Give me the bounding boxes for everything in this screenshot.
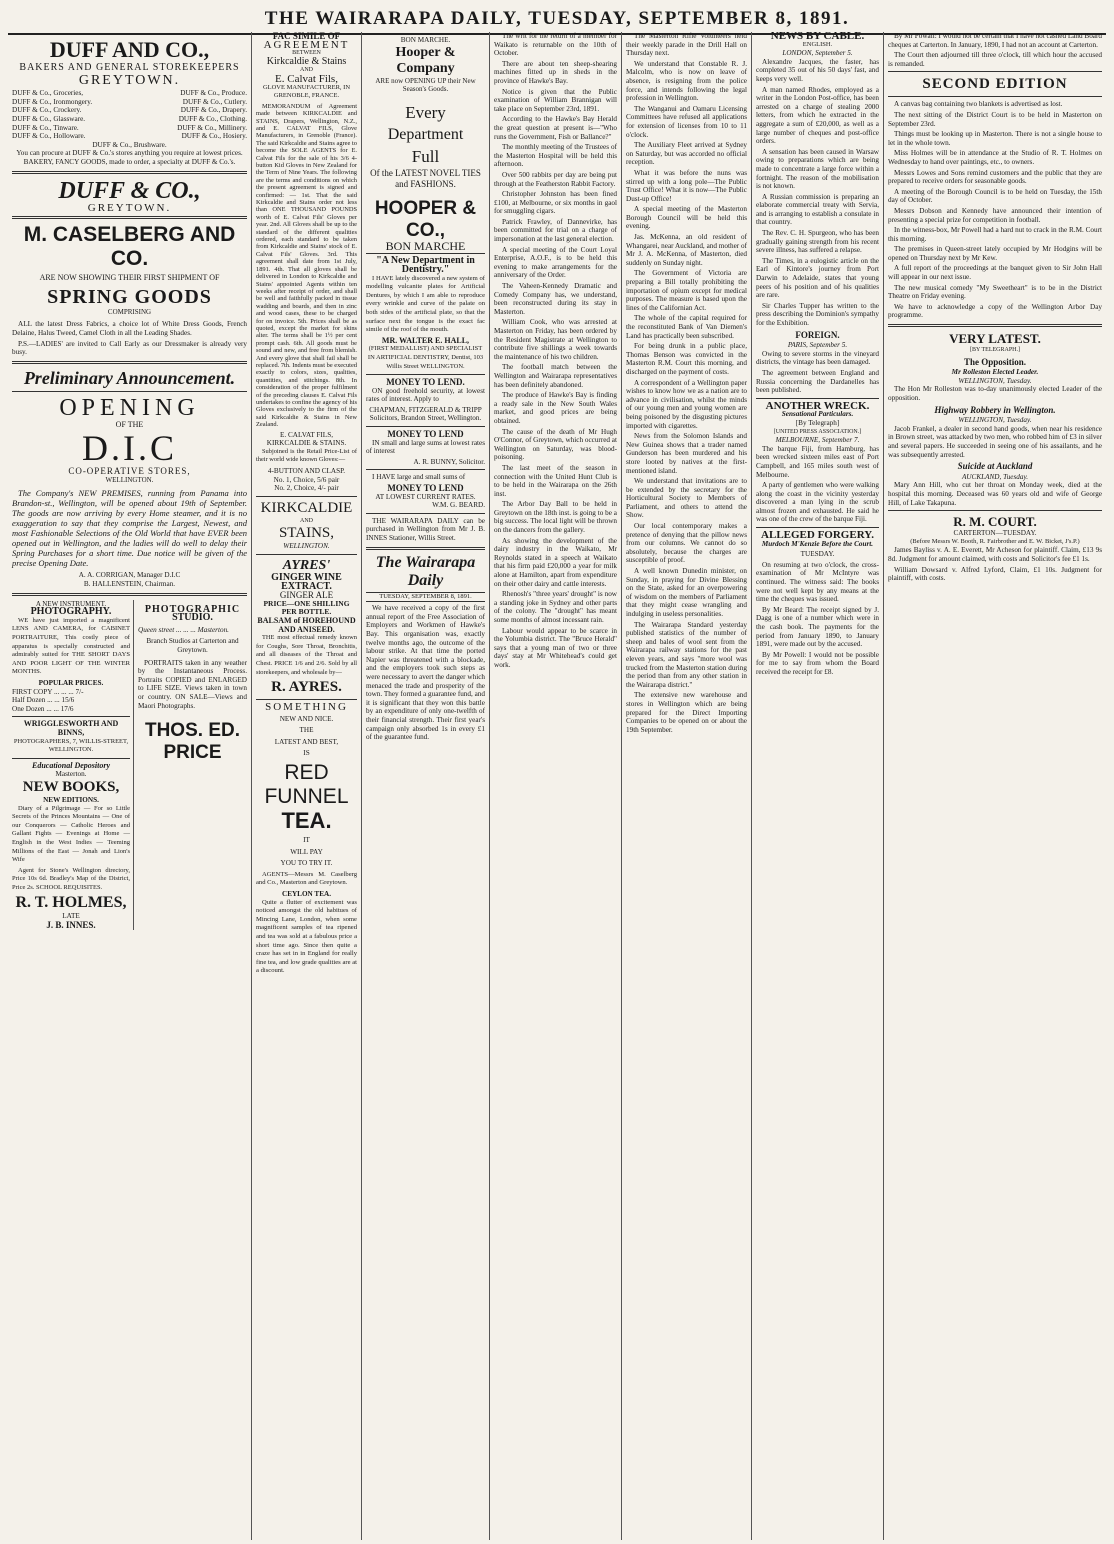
ceylon-body: Quite a flutter of excitement was noticed amongst the old habitues of Mincing Lane, London, when some magnificent samples of tea ripened and tea was sold at a fabulous price a short time ago. Since then quite a craze has set in in England for really fine tea, and low grade qualities are at a discount. [256, 898, 357, 975]
murdoch: Murdoch M'Kenzie Before the Court. [761, 539, 874, 548]
news-paragraph: For being drunk in a public place, Thomas Benson was convicted in the Masterton R.M. Court this morning, and discharged on the payment of costs. [626, 342, 747, 376]
every: Every [405, 102, 446, 122]
local-paragraph: We have to acknowledge a copy of the Wellington Arbor Day programme. [888, 302, 1102, 320]
r-ayres: R. AYRES. [271, 679, 342, 696]
very-latest: VERY LATEST. [949, 331, 1041, 347]
studio: STUDIO. [172, 612, 213, 624]
photo-first-copy: FIRST COPY ... ... ... 7/- [12, 687, 84, 696]
paris-dateline: PARIS, September 5. [787, 341, 848, 350]
press-assoc: [UNITED PRESS ASSOCIATION.] [773, 428, 862, 435]
of-latest: Of the LATEST NOVEL TIES and FASHIONS. [370, 167, 481, 189]
you-to-try: YOU TO TRY IT. [280, 859, 333, 868]
news-paragraph: As showing the development of the dairy industry in the Waikato, Mr Reynolds stated in a speech at Waikato that his firm paid £20,000 a year for milk alone at Hamilton, apart from expenditure on their other dairy and cattle interests. [494, 536, 617, 588]
cable-paragraph: A man named Rhodes, employed as a writer in the London Post-office, has been arrested on a charge of stealing 2000 letters, from which he extracted in the aggregate a sum of £20,000, as well as a large number of cheques and post-office orders. [756, 85, 879, 146]
calvat: E. Calvat Fils, [275, 72, 338, 85]
news-paragraph: The football match between the Wellington and Wairarapa representatives has been definitely abandoned. [494, 363, 617, 389]
news-paragraph: The whole of the capital required for the reconstituted Bank of Van Diemen's Land has practically been subscribed. [626, 314, 747, 340]
news-paragraph: The writ for the return of a member for Waikato is returnable on the 10th of October. [494, 32, 617, 58]
forgery-paragraph: By Mr Powell: I would not be possible for me to say from whom the Board received the receipt for £8. [756, 650, 879, 676]
news-paragraph: News from the Solomon Islands and New Guinea shows that a trader named Gunderson has been murdered and his store looted by natives at the first-mentioned island. [626, 432, 747, 475]
highway-heading: Highway Robbery in Wellington. [934, 404, 1056, 415]
dic-signature-1: A. A. CORRIGAN, Manager D.I.C [78, 571, 181, 580]
column-3 [362, 32, 490, 1540]
auckland-dateline: AUCKLAND, Tuesday. [961, 472, 1029, 481]
cable-paragraph: A Russian commission is preparing an elaborate commercial treaty with Servia, and is arranging to establish a consulate in that country. [756, 192, 879, 227]
ceylon-tea: CEYLON TEA. [282, 890, 331, 899]
agreement-sig-1: E. CALVAT FILS, [280, 430, 333, 439]
spring-goods: SPRING GOODS [47, 285, 212, 308]
duff-row: DUFF & Co., Tinware. DUFF & Co., Millinery. [12, 123, 247, 132]
stains: STAINS, [278, 525, 335, 542]
latest-paragraph: Mary Ann Hill, who cut her throat on Monday week, died at the hospital this morning. Deceased was 60 years old and wife of George Hill, of Lake Takapuna. [888, 481, 1102, 507]
by-telegraph: [By Telegraph] [795, 418, 840, 427]
masthead: THE WAIRARAPA DAILY, TUESDAY, SEPTEMBER 8, 1891. [8, 6, 1106, 35]
books-note: Agent for Stone's Wellington directory, Price 10s 6d. Bradley's Map of the District, Price 2s. SCHOOL REQUISITES. [12, 866, 130, 891]
news-paragraph: The cause of the death of Mr Hugh O'Connor, of Greytown, which occurred at Wellington on Saturday, was blood-poisoning. [494, 427, 617, 462]
suicide-heading: Suicide at Auckland [957, 461, 1033, 472]
trial-paragraph: By Mr Powall: I would not be certain that I have not cashed Land Board cheques at Carterton. In January, 1890, I had not an account at Carterton. [888, 32, 1102, 49]
by-telegraph-2: [BY TELEGRAPH.] [970, 347, 1020, 354]
new-dept-dentistry: "A New Department in Dentistry." [376, 255, 475, 275]
forgery-paragraph: By Mr Beard: The receipt signed by J. Dagg is one of a number which were in the cash book. The payments for the period from January 1890, to January 1891, were made out by the accused. [756, 605, 879, 649]
large-sums: I HAVE large and small sums of [372, 473, 466, 482]
news-paragraph: The extensive new warehouse and stores in Wellington which are being prepared for the Direct Importing Companies to be opened on or about the 19th September. [626, 691, 747, 734]
caselberg-subtitle: ARE NOW SHOWING THEIR FIRST SHIPMENT OF [39, 273, 220, 283]
balsam-body: THE most effectual remedy known for Coughs, Sore Throat, Bronchitis, and all diseases of the Throat and Chest. PRICE 1/6 and 2/6. Sold by all storekeepers, and wholesale by— [256, 634, 357, 676]
latest-paragraph: Jacob Frankel, a dealer in second hand goods, when near his residence in Brown street, was attacked by two men, who robbed him of £3 in silver and several papers. He succeeded in seeing one of his assailants, and he was subsequently arrested. [888, 424, 1102, 459]
agreement: AGREEMENT [263, 38, 350, 51]
news-paragraph: A special meeting of the Court Loyal Enterprise, A.O.F., is to be held this evening to make arrangements for the anniversary of the Order. [494, 245, 617, 280]
between: BETWEEN [292, 50, 321, 57]
wd-note: THE WAIRARAPA DAILY can be purchased in Wellington from Mr J. B. INNES Stationer, Willis Street. [366, 516, 485, 542]
wreck-paragraph: The barque Fiji, from Hamburg, has been wrecked sixteen miles east of Port Campbell, and 165 miles south west of Melbourne. [756, 444, 879, 479]
photo-one: One Dozen ... ... 17/6 [12, 704, 74, 713]
bunny: A. R. BUNNY, Solicitor. [413, 457, 485, 466]
photo-title: PHOTOGRAPHY. [30, 606, 112, 618]
court-paragraph: William Dowsard v. Alfred Lyford, Claim, £1 10s. Judgment for plaintiff, with costs. [888, 565, 1102, 583]
the: THE [299, 726, 314, 735]
department: Department [387, 125, 464, 143]
second-edition: SECOND EDITION [922, 76, 1068, 93]
news-paragraph: Christopher Johnston has been fined £100, at Melbourne, or six months in gaol for smuggling cigars. [494, 190, 617, 216]
hooper-title: Hooper & Company [395, 44, 456, 76]
foreign-label: FOREIGN. [795, 329, 840, 340]
local-paragraph: The premises in Queen-street lately occupied by Mr Hodgins will be opened on Thursday next by Mr Kew. [888, 245, 1102, 262]
news-paragraph: A well known Dunedin minister, on Sunday, in praying for Divine Blessing on the State, asked for an overpowering of wisdom on the members of Parliament that they might cease wrangling and indulging in useless personalities. [626, 567, 747, 618]
local-paragraph: The new musical comedy "My Sweetheart" is to be in the District Theatre on Friday evening. [888, 283, 1102, 301]
photo-studio: PHOTOGRAPHIC [144, 603, 241, 615]
new-editions: NEW EDITIONS. [43, 795, 99, 804]
comprising: COMPRISING [107, 307, 152, 316]
rolleston-heading: Mr Rolleston Elected Leader. [951, 368, 1039, 377]
ginger-ale: GINGER ALE [279, 590, 334, 601]
paper-title: The Wairarapa Daily [375, 553, 476, 589]
books-list: Diary of a Pilgrimage — For so Little Secrets of the Princes Mountains — One of our Conquerors — Catholic Heroes and Gallant Fights — Evenings at Home — English in the West Indies — Teeming Millions of the East — Jonah and Lion's Wife [12, 804, 130, 864]
column-6 [752, 32, 884, 1540]
caselberg-ps: P.S.—LADIES' are invited to Call Early as our Dressmaker is already very busy. [12, 339, 247, 357]
news-paragraph: The Vaheen-Kennedy Dramatic and Comedy Company has, we understand, been reconstructed during its stay in Masterton. [494, 282, 617, 316]
photo-prices: POPULAR PRICES. [38, 679, 104, 687]
price-list-intro: Subjoined is the Retail Price-List of their world wide known Gloves:— [256, 447, 357, 464]
trial-paragraph: The Court then adjourned till three o'clock, till which hour the accused is remanded. [888, 51, 1102, 68]
news-paragraph: We understand that Constable R. J. Malcolm, who is now on leave of absence, is resigning from the police force, and intends following the legal profession in Wellington. [626, 59, 747, 103]
prelim-title: Preliminary Announcement. [23, 367, 236, 388]
photo-body: WE have just imported a magnificent LENS AND CAMERA, for CABINET PORTRAITURE, This costly piece of apparatus is specially constructed and admirably suited for THE SHORT DAYS AND POOR LIGHT OF THE WINTER MONTHS. [12, 616, 130, 676]
dic-title: D.I.C [82, 428, 177, 469]
column-4 [490, 32, 622, 1540]
lowest-rates: AT LOWEST CURRENT RATES. [375, 492, 476, 501]
caselberg-body: ALL the latest Dress Fabrics, a choice lot of White Dress Goods, French Delaine, Halus Tweed, Camel Cloth in all the Leading Shades. [12, 320, 247, 337]
news-paragraph: We understand that invitations are to be extended by the secretary for the Horticultural Society to Members of Parliament, and others to attend the Show. [626, 477, 747, 520]
photo-studio-column [138, 600, 247, 930]
caselberg-title: M. CASELBERG AND CO. [23, 223, 236, 271]
is: IS [303, 749, 310, 758]
money-to-lend: MONEY TO LEND. [386, 377, 465, 388]
duff-list [12, 89, 247, 141]
duff2-title: DUFF & CO., [58, 177, 201, 204]
innes: J. B. INNES. [46, 920, 96, 931]
duff-row: DUFF & Co., Ironmongery. DUFF & Co., Cutlery. [12, 97, 247, 106]
columns [8, 32, 1106, 1540]
paper-date: TUESDAY, SEPTEMBER 8, 1891. [366, 592, 485, 603]
column-7 [884, 32, 1106, 1540]
price-2: No. 1, Choice, 5/6 pair [273, 475, 340, 484]
will-pay: WILL PAY [290, 847, 323, 856]
carterton-heading: CARTERTON—TUESDAY. [953, 529, 1037, 538]
glove-maker: GLOVE MANUFACTURER, IN GRENOBLE, FRANCE. [262, 83, 351, 100]
red-funnel: RED FUNNEL [264, 761, 349, 809]
new-books: NEW BOOKS, [22, 778, 120, 795]
news-paragraph: Over 500 rabbits per day are being put through at the Featherston Rabbit Factory. [494, 170, 617, 188]
full: Full [411, 146, 440, 166]
price-label: PRICE—ONE SHILLING PER BOTTLE. [263, 598, 350, 617]
it: IT [303, 836, 310, 845]
dentistry-body: I HAVE lately discovered a new system of modelling vulcanite plates for Artificial Dentures, by which I am able to reproduce every wrinkle and curve of the palate on both sides of the artificial plate, so that the surface next the tongue is the exact fac simile of the roof of the mouth. [366, 274, 485, 334]
cable-paragraph: Sir Charles Tupper has written to the press describing the Dominion's sympathy for the Exhibition. [756, 301, 879, 327]
sensational: Sensational Particulars. [781, 410, 854, 419]
opposition-heading: The Opposition. [963, 356, 1027, 367]
dic-body: The Company's NEW PREMISES, running from Panama into Brandon-st., Wellington, will be opened about 19th of September. The goods are now arriving by every Home steamer, and it is no exaggeration to say that they comprise the Largest, Newest, and most Fashionable Selections of the Old World that have EVER been opened out in Wellington, and the ladies will do well to delay their Spring Purchases for a short time. Due notice will be given of the precise Opening Date. [12, 488, 247, 569]
duff-brushware: DUFF & Co., Brushware. [92, 140, 167, 149]
local-paragraph: Miss Holmes will be in attendance at the Studio of R. T. Holmes on Wednesday to hand over paintings, etc., to owners. [888, 149, 1102, 166]
hall: MR. WALTER E. HALL, [381, 335, 470, 345]
rm-court: R. M. COURT. [953, 514, 1037, 530]
hooper-sub: ARE now OPENING UP their New Season's Goods. [375, 76, 476, 94]
bon-marche: BON MARCHE. [400, 36, 451, 44]
cable-paragraph: Owing to severe storms in the vineyard districts, the vintage has been damaged. [756, 349, 879, 367]
money-body: ON good freehold security, at lowest rates of interest. Apply to [366, 386, 485, 404]
local-paragraph: Messrs Dobson and Kennedy have announced their intention of presenting a special prize for competition in football. [888, 206, 1102, 224]
column-1 [8, 32, 252, 1540]
news-paragraph: A correspondent of a Wellington paper wishes to know how we as a nation are to advance in civilisation, whilst the minds of our young men and young women are being poisoned by the disgusting pictures imported with cigarettes. [626, 378, 747, 430]
wriggles-title: WRIGGLESWORTH AND BINNS, [23, 719, 119, 737]
forgery-paragraph: On resuming at two o'clock, the cross-examination of Mr McIntyre was continued. The witness said: The books were not well kept by any means at the time the cheques was issued. [756, 560, 879, 604]
ayres: AYRES' [282, 557, 331, 573]
local-paragraph: Things must be looking up in Masterton. There is not a single house to let in the whole town. [888, 130, 1102, 147]
local-paragraph: Messrs Lowes and Sons remind customers and the public that they are prepared to receive orders for seasonable goods. [888, 168, 1102, 186]
news-paragraph: The Masterton Rifle Volunteers held their weekly parade in the Drill Hall on Thursday next. [626, 32, 747, 58]
news-paragraph: The Auxiliary Fleet arrived at Sydney on Saturday, but was accorded no official reception. [626, 141, 747, 167]
balsam: BALSAM of HOREHOUND AND ANISEED. [257, 615, 356, 634]
news-paragraph: Rhenosh's "three years' drought" is now a standing joke in Sydney and other parts of the colony. The "drought" has meant some months of almost incessant rain. [494, 590, 617, 624]
dic-signature-2: B. HALLENSTEIN, Chairman. [83, 580, 176, 589]
melbourne-dateline: MELBOURNE, September 7. [775, 436, 860, 445]
duff-row: DUFF & Co., Crockery. DUFF & Co., Drapery. [12, 106, 247, 115]
news-paragraph: Our local contemporary makes a pretence of denying that the pillow news from our columns. We cannot do so absolutely, because the charges are susceptible of proof. [626, 522, 747, 565]
duff-row: DUFF & Co., Groceries, DUFF & Co., Produce. [12, 89, 247, 98]
news-paragraph: According to the Hawke's Bay Herald the great question at present is—"Who runs the Government, Fish or Ballance?" [494, 115, 617, 141]
kirk-stains: Kirkcaldie & Stains [266, 55, 347, 67]
cable-paragraph: The agreement between England and Russia concerning the Dardanelles has been published. [756, 368, 879, 395]
duff2-town: GREYTOWN. [87, 201, 172, 214]
cable-paragraph: Alexandre Jacques, the faster, has completed 35 out of his 50 days' fast, and keeps very well. [756, 57, 879, 83]
holmes-late: LATE [62, 912, 80, 921]
hall-sub: (FIRST MEDALLIST) AND SPECIALIST IN ARTIFICIAL DENTISTRY, Dentist, 103 Willis Street WELLINGTON. [367, 345, 484, 370]
cable-paragraph: A sensation has been caused in Warsaw owing to preparations which are being made to concentrate a large force within a fortnight. The reason of the mobilisation is not known. [756, 147, 879, 191]
wriggles-sub: PHOTOGRAPHERS, 7, WILLIS-STREET, WELLINGTON. [13, 737, 129, 754]
wellington-dateline: WELLINGTON, Tuesday. [958, 376, 1032, 385]
duff-subtitle: BAKERS AND GENERAL STOREKEEPERS [19, 62, 240, 73]
price-3: No. 2, Choice, 4/- pair [274, 484, 339, 493]
before-justices: (Before Messrs W. Booth, R. Fairbrother and E. W. Bicket, J's.P.) [910, 537, 1080, 545]
ginger-wine: GINGER WINE EXTRACT. [271, 571, 342, 592]
tuesday-label: TUESDAY. [800, 550, 835, 559]
wellington-dateline-2: WELLINGTON, Tuesday. [958, 416, 1032, 425]
hooper-co: HOOPER & CO., [374, 197, 477, 241]
opening: OPENING [59, 394, 200, 421]
column-5 [622, 32, 752, 1540]
news-paragraph: The monthly meeting of the Trustees of the Masterton Hospital will be held this afternoon. [494, 143, 617, 169]
money-to-lend-3: MONEY TO LEND [387, 483, 464, 494]
wreck-paragraph: A party of gentlemen who were walking along the coast in the vicinity yesterday discovered a man lying in the scrub almost frozen and exhausted. He said he was one of the crew of the barque Fiji. [756, 481, 879, 524]
news-paragraph: The Wairarapa Standard yesterday published statistics of the number of sheep and bales of wool sent from the Wairarapa railway stations for the past eleven years, and says "more wool was trucked from the Masterton station during the period than from any other station in the Wairarapa district." [626, 620, 747, 689]
news-paragraph: Patrick Frawley, of Dannevirke, has been committed for trial on a charge of impersonation at the last general election. [494, 217, 617, 244]
latest-paragraph: The Hon Mr Rolleston was to-day unanimously elected Leader of the opposition. [888, 385, 1102, 402]
duff-note-2: BAKERY, FANCY GOODS, made to order, a specialty at DUFF & Co.'s. [23, 157, 236, 166]
of-the: OF THE [115, 419, 144, 429]
alleged-forgery: ALLEGED FORGERY. [761, 529, 874, 542]
agreement-body: MEMORANDUM of Agreement made between KIRKCALDIE and STAINS, Drapers, Wellington, N.Z., and E. CALVAT FILS, Glove Manufacturers, in Grenoble (France). The said Kirkcaldie and Stains agree to become the SOLE AGENTS for E. Calvat Fils for the sale of his 3/6 4-button Kid Gloves in New Zealand for the Term of Nine Years. The following are the terms and conditions on which the present agreement is signed and confirmed: — 1st. That the said Kirkcaldie and Stains order not less than ONE THOUSAND POUNDS worth of E. Calvat Fils' Gloves per year. 2nd. All Gloves shall be up to the standard of the different qualities ordered, each standard to be taken from Kirkcaldie and Stains' stock of E. Calvat Fils' Gloves. 3rd. This agreement shall date from 1st July, 1891. 4th. That all gloves shall be delivered in London to Kirkcaldie and Stains' appointed Agents within ten weeks after receipt of order, and shall be well and faithfully packed in tissue wadding and boards, and then in zinc and wood cases, these to be charged for on invoice. 5th. Prices shall be as quoted, except the market for skins alter. The terms shall be 1½ per cent prompt cash. 6th. All goods must be sound and new, and free from blemish. And every glove that shall fail shall be replaced. 7th. Indents must be executed exactly to colors, sizes, qualities, quantities, and stitchings. 8th. In consideration of the proper fulfilment of the preceding clauses E. Calvat Fils undertakes to confine the agency of his Gloves exclusively to the firm of the said Kirkcaldie & Stains in New Zealand. [256, 102, 357, 429]
duff-town: GREYTOWN. [78, 72, 181, 88]
branch-studios: Branch Studios at Carterton and Greytown. [146, 637, 239, 655]
bon-marche-2: BON MARCHE [385, 238, 466, 253]
edu-title: Educational Depository [31, 760, 110, 770]
kirk-wellington: WELLINGTON. [283, 542, 330, 551]
money-small: IN small and large sums at lowest rates of interest [366, 438, 485, 456]
cable-paragraph: The Times, in a eulogistic article on the Earl of Kintore's journey from Port Darwin to Adelaide, states that young peers of his position and of his qualities are rare. [756, 256, 879, 300]
dic-wellington: WELLINGTON. [105, 475, 154, 484]
local-paragraph: The next sitting of the District Court is to be held in Masterton on September 23rd. [888, 110, 1102, 128]
coop-stores: CO-OPERATIVE STORES, [68, 466, 191, 477]
news-paragraph: The Wanganui and Oamaru Licensing Committees have refused all applications for extension of licenses from 10 to 11 o'clock. [626, 104, 747, 139]
agreement-sig-2: KIRKCALDIE & STAINS. [266, 439, 347, 448]
beard: W.M. G. BEARD. [432, 501, 485, 510]
tea-agents: AGENTS—Messrs M. Caselberg and Co., Masterton and Greytown. [256, 870, 357, 887]
news-paragraph: The produce of Hawke's Bay is finding a ready sale in the New South Wales market, and good prices are being obtained. [494, 391, 617, 425]
something: SOMETHING [265, 701, 348, 714]
and: AND [300, 67, 313, 74]
duff-title: DUFF AND CO., [49, 37, 210, 62]
english-label: ENGLISH. [802, 40, 833, 48]
news-paragraph: Jas. McKenna, an old resident of Whangarei, near Auckland, and mother of Mr J. A. McKenna, of Masterton, died suddenly on Sunday night. [626, 233, 747, 267]
news-paragraph: The Arbor Day Ball to be held in Greytown on the 18th inst. is going to be a big success. The local light will be thrown on the dancers from the gallery. [494, 500, 617, 535]
news-paragraph: A special meeting of the Masterton Borough Council will be held this evening. [626, 205, 747, 231]
duff-row: DUFF & Co., Holloware. DUFF & Co., Hosiery. [12, 132, 247, 141]
kirk-and: AND [300, 517, 313, 524]
news-paragraph: There are about ten sheep-shearing machines fitted up in sheds in the province of Hawke's Bay. [494, 59, 617, 85]
duff-row: DUFF & Co., Glassware. DUFF & Co., Clothing. [12, 114, 247, 123]
news-paragraph: William Cook, who was arrested at Masterton on Friday, has been ordered by the Resident Magistrate at Wellington to contribute five shillings a week towards the maintenance of his two children. [494, 318, 617, 361]
queen-street: Queen street ... ... ... Masterton. [138, 625, 229, 634]
news-paragraph: The Government of Victoria are preparing a Bill totally prohibiting the importation of opium except for medical purposes. The measure is based upon the lines of the Californian Act. [626, 269, 747, 312]
price-1: 4-BUTTON AND CLASP. [267, 467, 346, 475]
local-paragraph: In the witness-box, Mr Powell had a hard nut to crack in the R.M. Court this morning. [888, 226, 1102, 243]
another-wreck: ANOTHER WRECK. [765, 399, 870, 412]
news-paragraph: What it was before the nuns was stirred up with a long pole—The Public Trust Office! What it is now—The Public Dust-up Office! [626, 168, 747, 203]
fac-title: FAC SIMILE OF [272, 32, 341, 41]
portraits-body: PORTRAITS taken in any weather by the Instantaneous Process. Portraits COPIED and ENLARGED to LIFE SIZE. Views taken in town or country. ON SALE—Views and Maori Photographs. [138, 658, 247, 710]
news-paragraph: The last meet of the season in connection with the United Hunt Club is to be held in the Wairarapa on the 26th inst. [494, 463, 617, 498]
new-and-nice: NEW AND NICE. [279, 714, 334, 723]
photo-half: Half Dozen ... ... 15/6 [12, 696, 75, 705]
local-paragraph: A full report of the proceedings at the banquet given to Sir John Hall will appear in our next issue. [888, 264, 1102, 282]
london-dateline: LONDON, September 5. [782, 49, 853, 58]
news-paragraph: Labour would appear to be scarce in the Yolumbia district. The "Bruce Herald" says that a young man of two or three days' stay at Mr Whitehead's could get work. [494, 626, 617, 669]
thos-price: THOS. ED. PRICE [144, 720, 240, 764]
holmes-title: R. T. HOLMES, [15, 894, 127, 912]
column-2 [252, 32, 362, 1540]
photo-column [12, 600, 134, 930]
cable-title: NEWS BY CABLE. [770, 32, 865, 42]
kirkcaldie: KIRKCALDIE [260, 499, 353, 516]
local-paragraph: A meeting of the Borough Council is to be held on Tuesday, the 15th day of October. [888, 187, 1102, 205]
money-to-lend-2: MONEY TO LEND [387, 429, 464, 440]
local-paragraph: A canvas bag containing two blankets is advertised as lost. [894, 100, 1063, 109]
chapman: CHAPMAN, FITZGERALD & TRIPP Solicitors, Brandon Street, Wellington. [369, 405, 482, 423]
court-paragraph: James Bayliss v. A. E. Everett, Mr Acheson for plaintiff. Claim, £13 9s 8d. Judgment for amount claimed, with costs and Solicitor's fee £1 1s. [888, 546, 1102, 563]
duff-note-1: You can procure at DUFF & Co.'s stores anything you require at lowest prices. [16, 149, 243, 158]
latest-best: LATEST AND BEST, [274, 737, 339, 746]
photo-new: A NEW INSTRUMENT. [35, 599, 107, 608]
cable-paragraph: The Rev. C. H. Spurgeon, who has been gradually gaining strength from his recent severe illness, has suffered a relapse. [756, 229, 879, 255]
tea: TEA. [281, 808, 332, 834]
news-paragraph: Notice is given that the Public examination of William Brannigan will take place on September 23rd, 1891. [494, 87, 617, 113]
leader-body: We have received a copy of the first annual report of the Free Association of Employers and Workmen of Hawke's Bay. This organisation was, exactly twelve months ago, the outcome of the labour strike. At that time the ported Napier was threatened with a blockade, and the employers took such steps as were necessary to avert the danger which menaced the trade and prosperity of the town. They formed a guarantee fund, and it is significant that they won this battle by an expenditure of only one-twelfth of their financial strength. Their first year's campaign only absorbed 1s in every £1 of the guarantee fund. [366, 604, 485, 742]
edu-town: Masterton. [55, 770, 87, 779]
